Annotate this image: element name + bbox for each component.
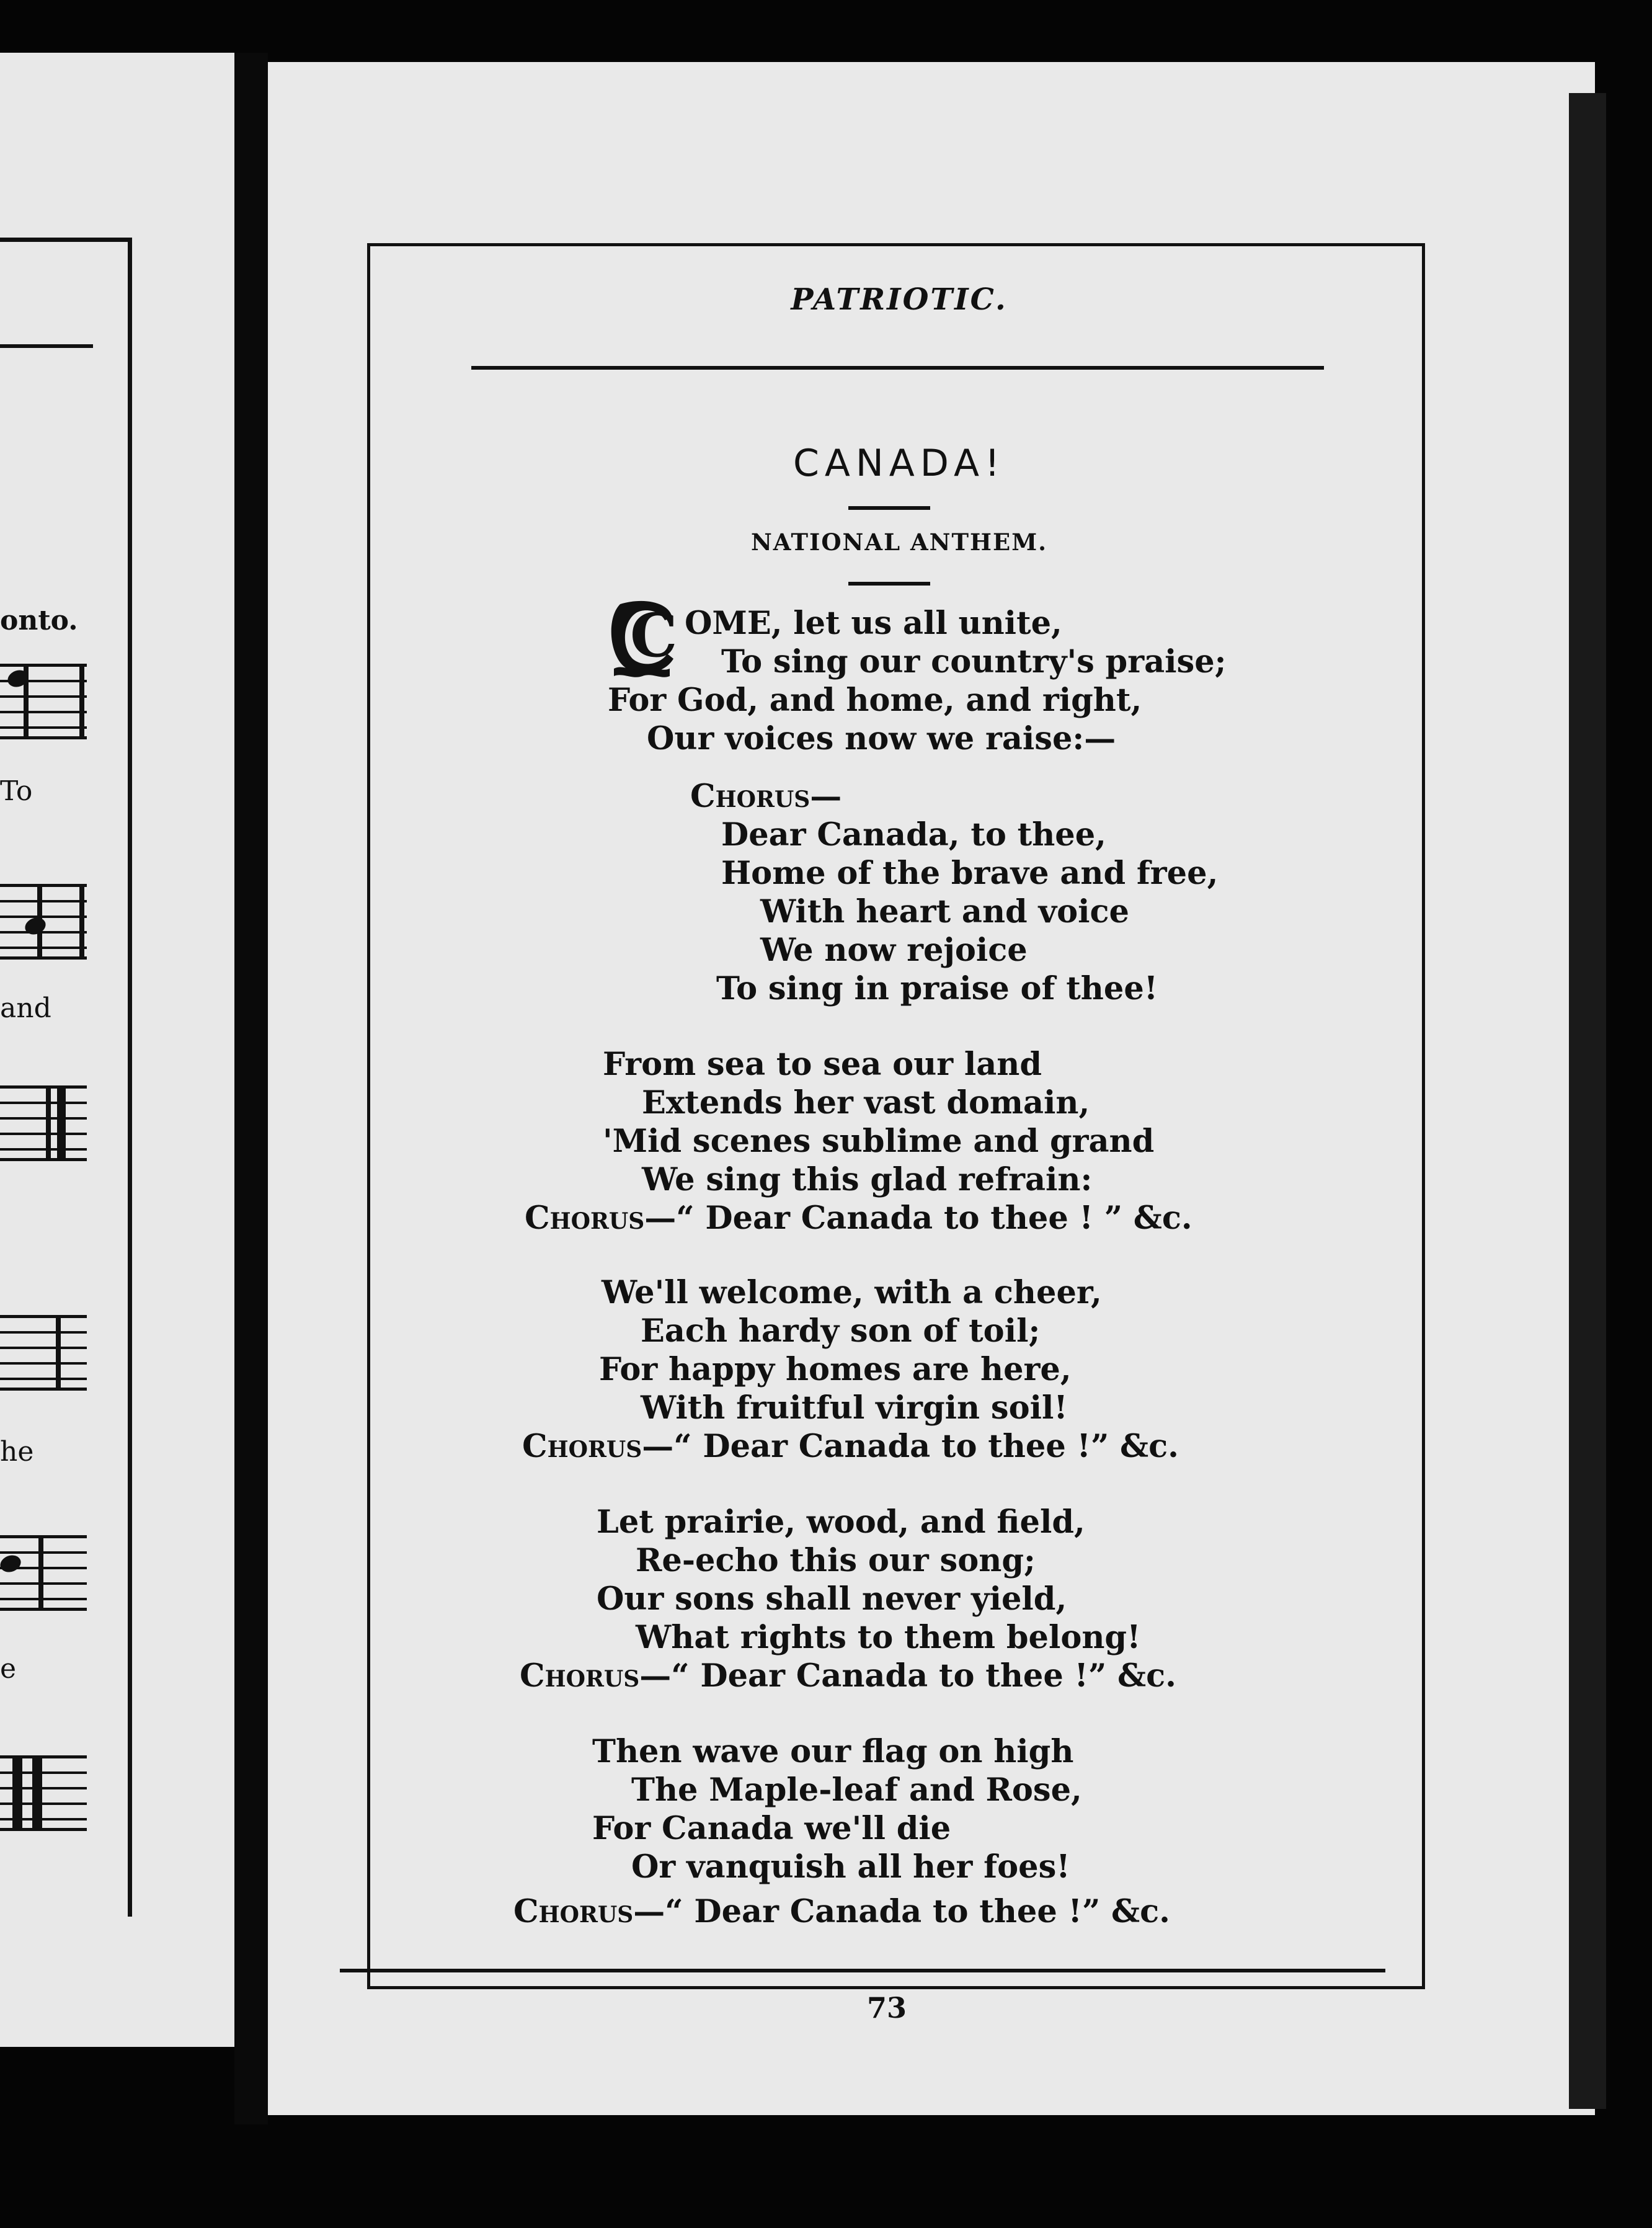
staff-bar-line [79, 664, 84, 739]
left-fragment-he: he [0, 1436, 34, 1468]
music-staff [0, 1535, 87, 1611]
left-fragment-e: e [0, 1653, 17, 1685]
refrain-label: Chorus [513, 1893, 634, 1930]
chorus-line-3: With heart and voice [760, 893, 1129, 930]
left-facing-page [0, 53, 234, 2047]
left-fragment-and: and [0, 992, 51, 1024]
verse-2-line-2: Extends her vast domain, [642, 1084, 1090, 1121]
song-title: CANADA! [793, 442, 1006, 485]
staff-bar-line [79, 884, 84, 960]
chorus-line-5: To sing in praise of thee! [716, 970, 1158, 1007]
verse-5-line-1: Then wave our flag on high [592, 1733, 1074, 1770]
refrain-label: Chorus [525, 1200, 645, 1237]
staff-bar-line [24, 664, 29, 739]
staff-bar-line [37, 884, 42, 960]
verse-3-line-1: We'll welcome, with a cheer, [602, 1274, 1102, 1311]
refrain-label: Chorus [520, 1657, 640, 1695]
staff-bar-line [57, 1085, 66, 1161]
refrain-text: —“ Dear Canada to thee !” &c. [639, 1657, 1176, 1695]
music-staff [0, 884, 87, 960]
book-gutter [234, 53, 268, 2124]
refrain-1 [525, 1200, 1192, 1237]
running-head: PATRIOTIC. [791, 282, 1008, 317]
verse-2-line-1: From sea to sea our land [603, 1046, 1042, 1083]
refrain-label: Chorus [522, 1428, 642, 1465]
verse-1-line-2: To sing our country's praise; [721, 643, 1227, 680]
staff-bar-line [56, 1315, 61, 1391]
page-number: 73 [866, 1991, 907, 2025]
drop-cap-letter: C [630, 600, 677, 671]
chorus-line-2: Home of the brave and free, [721, 855, 1219, 892]
page-border-bottom-rule [340, 1969, 1385, 1972]
refrain-text: —“ Dear Canada to thee ! ” &c. [644, 1200, 1192, 1237]
music-staff [0, 1085, 87, 1161]
header-rule [471, 366, 1324, 370]
song-subtitle: NATIONAL ANTHEM. [750, 528, 1048, 556]
music-staff [0, 1755, 87, 1831]
chorus-line-1: Dear Canada, to thee, [721, 816, 1106, 853]
title-rule [848, 506, 930, 510]
music-staff [0, 664, 87, 739]
verse-1-line-1: OME, let us all unite, [685, 605, 1062, 642]
verse-4-line-2: Re-echo this our song; [636, 1542, 1036, 1579]
left-page-frame [0, 238, 132, 1917]
verse-3-line-4: With fruitful virgin soil! [641, 1389, 1068, 1427]
verse-1-line-3: For God, and home, and right, [608, 682, 1142, 719]
staff-bar-line [12, 1755, 22, 1831]
verse-3-line-2: Each hardy son of toil; [641, 1312, 1041, 1350]
music-note [0, 1553, 23, 1575]
refrain-2 [522, 1428, 1179, 1465]
refrain-text: —“ Dear Canada to thee !” &c. [633, 1893, 1170, 1930]
page-edge-shadow [1569, 93, 1606, 2109]
refrain-4 [513, 1893, 1170, 1930]
verse-2-line-3: 'Mid scenes sublime and grand [603, 1123, 1155, 1160]
subtitle-rule [848, 582, 930, 586]
staff-bar-line [32, 1755, 42, 1831]
chorus-line-4: We now rejoice [760, 932, 1028, 969]
left-fragment-onto: onto. [0, 605, 78, 636]
left-fragment-to: To [0, 775, 33, 807]
verse-5-line-3: For Canada we'll die [592, 1810, 951, 1847]
music-staff [0, 1315, 87, 1391]
verse-1-line-4: Our voices now we raise:— [647, 720, 1116, 757]
verse-4-line-1: Let prairie, wood, and field, [597, 1504, 1085, 1541]
drop-cap-ornament [608, 599, 677, 681]
refrain-3 [520, 1657, 1176, 1695]
verse-4-line-3: Our sons shall never yield, [597, 1580, 1067, 1618]
verse-5-line-4: Or vanquish all her foes! [631, 1848, 1070, 1886]
staff-bar-line [46, 1085, 51, 1161]
verse-3-line-3: For happy homes are here, [599, 1351, 1072, 1388]
staff-bar-line [38, 1535, 43, 1611]
left-page-rule [0, 344, 93, 348]
verse-4-line-4: What rights to them belong! [636, 1619, 1141, 1656]
refrain-text: —“ Dear Canada to thee !” &c. [642, 1428, 1179, 1465]
chorus-label: Chorus— [690, 778, 842, 815]
verse-2-line-4: We sing this glad refrain: [642, 1161, 1093, 1198]
verse-5-line-2: The Maple-leaf and Rose, [631, 1771, 1082, 1809]
music-note [23, 915, 48, 937]
